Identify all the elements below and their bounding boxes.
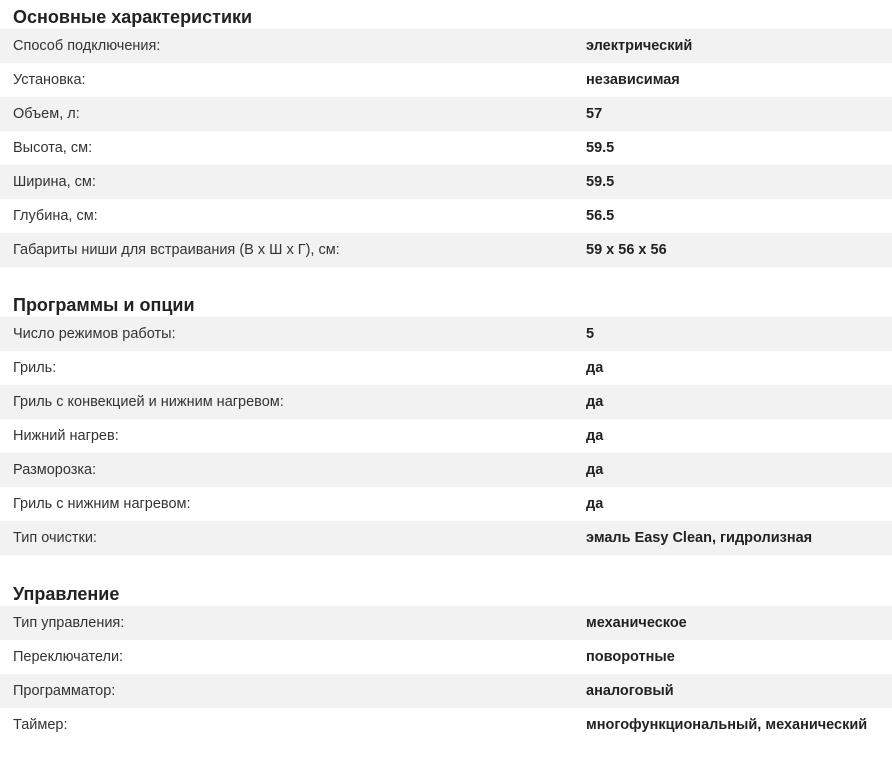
spec-value: да	[586, 428, 604, 444]
spec-label: Переключатели:	[13, 649, 124, 665]
spec-row	[0, 487, 892, 521]
spec-row	[0, 606, 892, 640]
spec-value: 56.5	[586, 208, 615, 224]
spec-label: Нижний нагрев:	[13, 428, 119, 444]
spec-row	[0, 131, 892, 165]
spec-row	[0, 385, 892, 419]
section-main-characteristics	[0, 5, 892, 267]
spec-table	[0, 29, 892, 267]
spec-row	[0, 317, 892, 351]
spec-value: независимая	[586, 72, 680, 88]
spec-label: Габариты ниши для встраивания (В x Ш x Г), см:	[13, 242, 340, 258]
spec-value: многофункциональный, механический	[586, 717, 868, 733]
spec-value: электрический	[586, 38, 693, 54]
spec-label: Гриль с нижним нагревом:	[13, 496, 191, 512]
spec-value: 59 x 56 x 56	[586, 242, 667, 258]
spec-label: Глубина, см:	[13, 208, 98, 224]
spec-value: поворотные	[586, 649, 675, 665]
spec-label: Программатор:	[13, 683, 116, 699]
spec-row	[0, 199, 892, 233]
spec-table	[0, 317, 892, 555]
spec-row	[0, 97, 892, 131]
spec-label: Разморозка:	[13, 462, 97, 478]
spec-row	[0, 29, 892, 63]
spec-label: Способ подключения:	[13, 38, 161, 54]
spec-label: Гриль:	[13, 360, 57, 376]
spec-row	[0, 521, 892, 555]
spec-value: механическое	[586, 615, 687, 631]
spec-label: Таймер:	[13, 717, 68, 733]
spec-label: Число режимов работы:	[13, 326, 176, 342]
spec-table	[0, 606, 892, 742]
section-title: Управление	[13, 584, 120, 604]
spec-value: да	[586, 462, 604, 478]
spec-row	[0, 674, 892, 708]
section-programs-options	[0, 293, 892, 555]
spec-row	[0, 63, 892, 97]
spec-value: аналоговый	[586, 683, 674, 699]
spec-value: 5	[586, 326, 595, 342]
spec-label: Объем, л:	[13, 106, 80, 122]
spec-row	[0, 708, 892, 742]
spec-row	[0, 233, 892, 267]
section-title: Основные характеристики	[13, 7, 253, 27]
spec-label: Установка:	[13, 72, 86, 88]
spec-row	[0, 165, 892, 199]
spec-label: Высота, см:	[13, 140, 93, 156]
spec-value: эмаль Easy Clean, гидролизная	[586, 530, 813, 546]
spec-row	[0, 453, 892, 487]
section-controls	[0, 582, 892, 742]
spec-row	[0, 419, 892, 453]
spec-value: да	[586, 394, 604, 410]
spec-label: Ширина, см:	[13, 174, 96, 190]
spec-row	[0, 351, 892, 385]
spec-value: да	[586, 360, 604, 376]
spec-value: да	[586, 496, 604, 512]
spec-label: Гриль с конвекцией и нижним нагревом:	[13, 394, 284, 410]
spec-label: Тип очистки:	[13, 530, 97, 546]
section-title: Программы и опции	[13, 295, 195, 315]
spec-value: 57	[586, 106, 603, 122]
spec-value: 59.5	[586, 140, 615, 156]
spec-value: 59.5	[586, 174, 615, 190]
spec-row	[0, 640, 892, 674]
spec-label: Тип управления:	[13, 615, 125, 631]
